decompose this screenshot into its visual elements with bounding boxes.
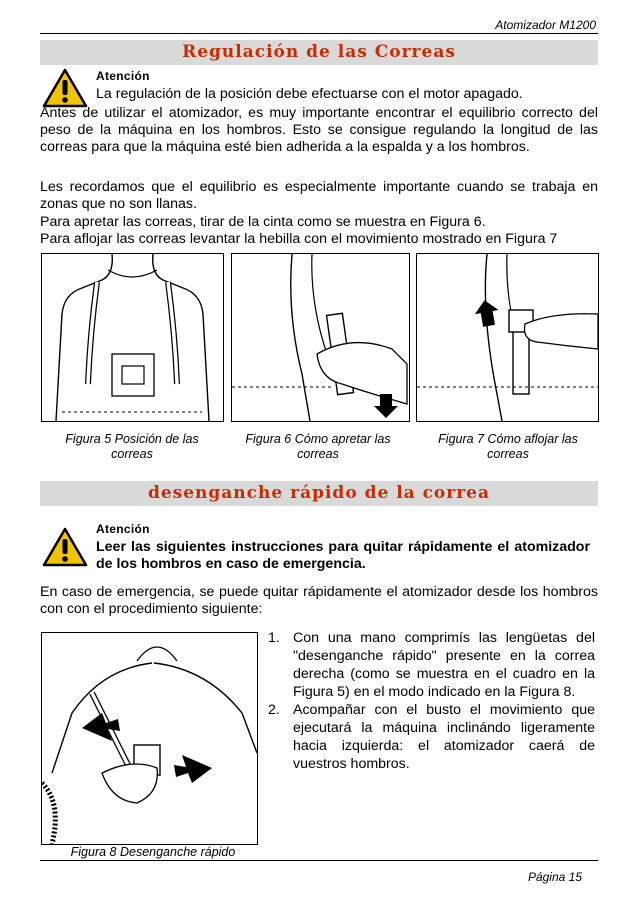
paragraph-aflojar: Para aflojar las correas levantar la hebilla con el movimiento mostrado en Figura 7 <box>40 231 558 247</box>
page-number: Página 15 <box>527 870 582 884</box>
warning-icon <box>42 68 88 108</box>
step-number: 2. <box>268 702 280 718</box>
figure-6-caption: Figura 6 Cómo apretar las correas <box>245 432 391 461</box>
warning-title: Atención <box>96 522 150 536</box>
step-text: Acompañar con el busto el movimiento que ejecutará la máquina inclinándo ligeramente hacia izquierda: el atomizador caerá de vuestros hombros. <box>293 702 595 772</box>
warning-text: Leer las siguientes instrucciones para quitar rápidamente el atomizador de los hombros en caso de emergencia. <box>96 539 590 572</box>
figure-6-image <box>231 253 410 422</box>
steps-list <box>268 629 595 773</box>
paragraph-apretar: Para apretar las correas, tirar de la cinta como se muestra en Figura 6. <box>40 214 486 230</box>
footer-divider <box>40 860 598 861</box>
figure-5-caption: Figura 5 Posición de las correas <box>65 432 199 461</box>
paragraph-equilibrio: Antes de utilizar el atomizador, es muy importante encontrar el equilibrio correcto del peso de la máquina en los hombros. Esto se consigue regulando la longitud de las correas para que la máquina esté bien adherida a la espalda y a los hombros. <box>40 105 598 155</box>
step-number: 1. <box>268 630 280 646</box>
document-header-title: Atomizador M1200 <box>495 18 596 32</box>
section-title-regulacion: Regulación de las Correas <box>40 40 598 65</box>
figure-8-image <box>41 632 258 845</box>
step-text: Con una mano comprimís las lengüetas del "desenganche rápido" presente en la correa derecha (como se muestra en el cuadro en la Figura 5) en el modo indicado en la Figura 8. <box>293 630 595 700</box>
section-title-desenganche: desenganche rápido de la correa <box>40 481 598 506</box>
warning-icon <box>42 527 88 567</box>
warning-text: La regulación de la posición debe efectuarse con el motor apagado. <box>96 86 523 102</box>
list-item <box>268 629 595 701</box>
figure-5-image <box>41 253 224 422</box>
paragraph-emergencia: En caso de emergencia, se puede quitar rápidamente el atomizador desde los hombros con con el procedimiento siguiente: <box>40 584 598 617</box>
warning-title: Atención <box>96 69 150 83</box>
paragraph-zonas: Les recordamos que el equilibrio es especialmente importante cuando se trabaja en zonas que no son llanas. <box>40 179 598 212</box>
figure-8-caption: Figura 8 Desenganche rápido <box>70 845 236 859</box>
figure-7-image <box>416 253 599 422</box>
figure-7-caption: Figura 7 Cómo aflojar las correas <box>438 432 578 461</box>
list-item <box>268 701 595 773</box>
header-divider <box>40 33 598 34</box>
